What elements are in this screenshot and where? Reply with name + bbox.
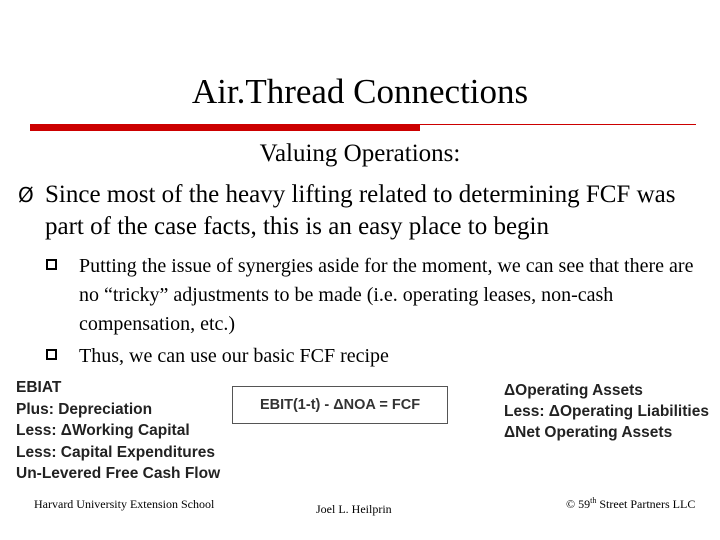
slide-subtitle: Valuing Operations: [259,140,461,167]
noa-line: ΔNet Operating Assets [504,424,673,441]
sub-bullet-text: Thus, we can use our basic FCF recipe [79,345,389,367]
fcf-line: Plus: Depreciation [16,400,153,418]
fcf-line: Un-Levered Free Cash Flow [16,465,221,482]
footer-author: Joel L. Heilprin [316,502,392,516]
sub-bullet [46,342,706,371]
fcf-line: Less: Capital Expenditures [16,443,215,461]
fcf-formula-box: EBIT(1-t) - ΔNOA = FCF [232,386,448,424]
square-bullet-icon [46,259,57,270]
footer-copyright: © 59th Street Partners LLC [566,496,696,511]
noa-line: Less: ΔOperating Liabilities [504,403,709,420]
main-bullet [18,179,708,243]
noa-line: ΔOperating Assets [504,382,643,399]
main-bullet-text: Since most of the heavy lifting related to determining FCF was part of the case facts, this is an easy place to begin [45,181,676,240]
noa-list [504,380,709,443]
fcf-recipe-list [16,377,220,485]
slide-title: Air.Thread Connections [191,72,529,111]
title-underline-thick [30,124,420,131]
arrow-bullet-icon: Ø [18,183,34,207]
square-bullet-icon [46,349,57,360]
footer-school: Harvard University Extension School [34,497,215,511]
fcf-line: EBIAT [16,379,62,396]
title-underline-thin [420,124,696,125]
sub-bullet [46,252,706,339]
fcf-line: Less: ΔWorking Capital [16,422,190,439]
sub-bullet-text: Putting the issue of synergies aside for the moment, we can see that there are no “tricky” adjustments to be made (i.e. operating leases, non-cash compensation, etc.) [79,255,694,335]
